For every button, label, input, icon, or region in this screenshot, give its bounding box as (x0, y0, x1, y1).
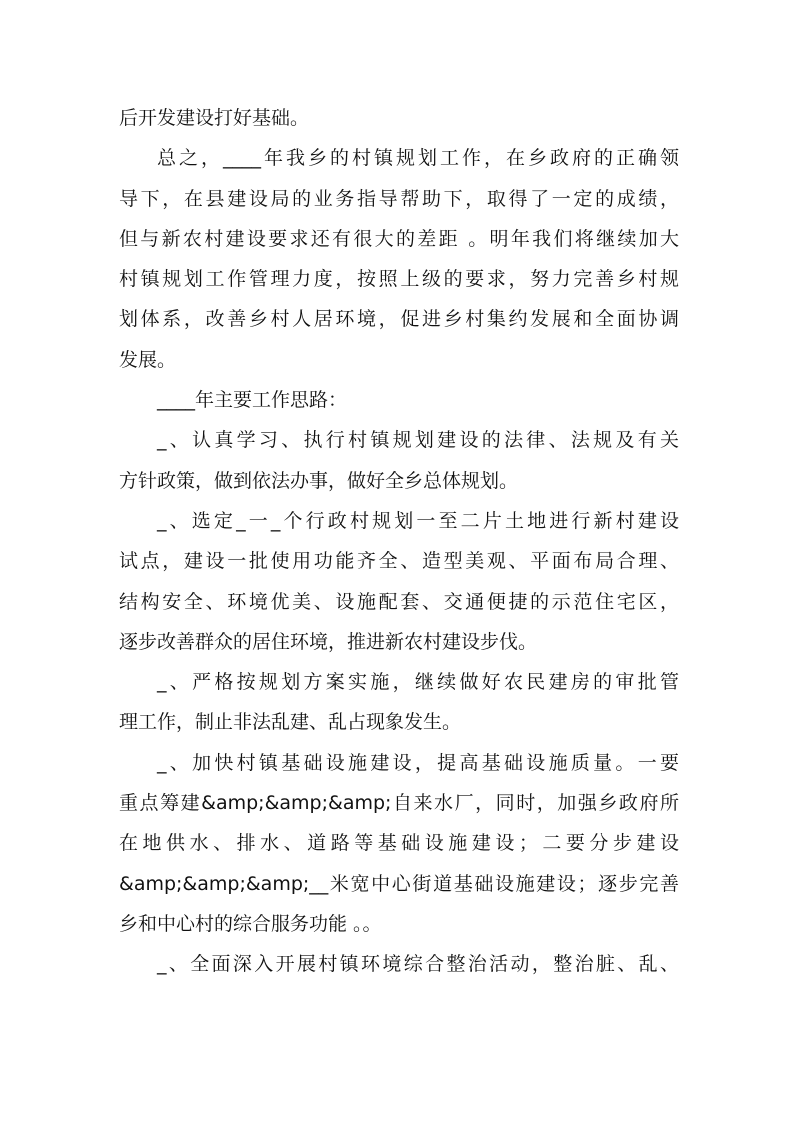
text-line-21: 乡和中心村的综合服务功能 。。 (119, 912, 382, 935)
text-line-12: 试点，建设一批使用功能齐全、造型美观、平面布局合理、 (119, 550, 679, 573)
text-line-3: 导下，在县建设局的业务指导帮助下，取得了一定的成绩， (119, 187, 679, 210)
text-line-18: 重点筹建&amp;&amp;&amp;自来水厂，同时，加强乡政府所 (119, 792, 679, 815)
text-line-22: _、全面深入开展村镇环境综合整治活动，整治脏、乱、 (157, 953, 679, 976)
text-line-13: 结构安全、环境优美、设施配套、交通便捷的示范住宅区， (119, 590, 679, 613)
text-line-5: 村镇规划工作管理力度，按照上级的要求，努力完善乡村规 (119, 268, 679, 291)
text-line-20: &amp;&amp;&amp;__米宽中心街道基础设施建设；逐步完善 (119, 872, 679, 895)
text-line-9: _、认真学习、执行村镇规划建设的法律、法规及有关 (157, 429, 679, 452)
text-line-6: 划体系，改善乡村人居环境，促进乡村集约发展和全面协调 (119, 308, 679, 331)
text-line-17: _、加快村镇基础设施建设，提高基础设施质量。一要 (157, 751, 679, 774)
text-line-10: 方针政策，做到依法办事，做好全乡总体规划。 (119, 469, 519, 492)
text-line-2: 总之，____年我乡的村镇规划工作，在乡政府的正确领 (157, 147, 679, 170)
text-line-4: 但与新农村建设要求还有很大的差距 。明年我们将继续加大 (119, 227, 679, 250)
text-line-16: 理工作，制止非法乱建、乱占现象发生。 (119, 711, 462, 734)
text-line-14: 逐步改善群众的居住环境，推进新农村建设步伐。 (119, 630, 538, 653)
text-line-7: 发展。 (119, 348, 177, 371)
text-line-15: _、严格按规划方案实施，继续做好农民建房的审批管 (157, 671, 679, 694)
text-line-1: 后开发建设打好基础。 (119, 107, 310, 129)
text-line-19: 在地供水、排水、道路等基础设施建设；二要分步建设 (119, 832, 679, 855)
text-line-8: ____年主要工作思路： (157, 389, 348, 412)
text-line-11: _、选定_一_个行政村规划一至二片土地进行新村建设 (157, 509, 679, 532)
document-body (119, 98, 679, 985)
